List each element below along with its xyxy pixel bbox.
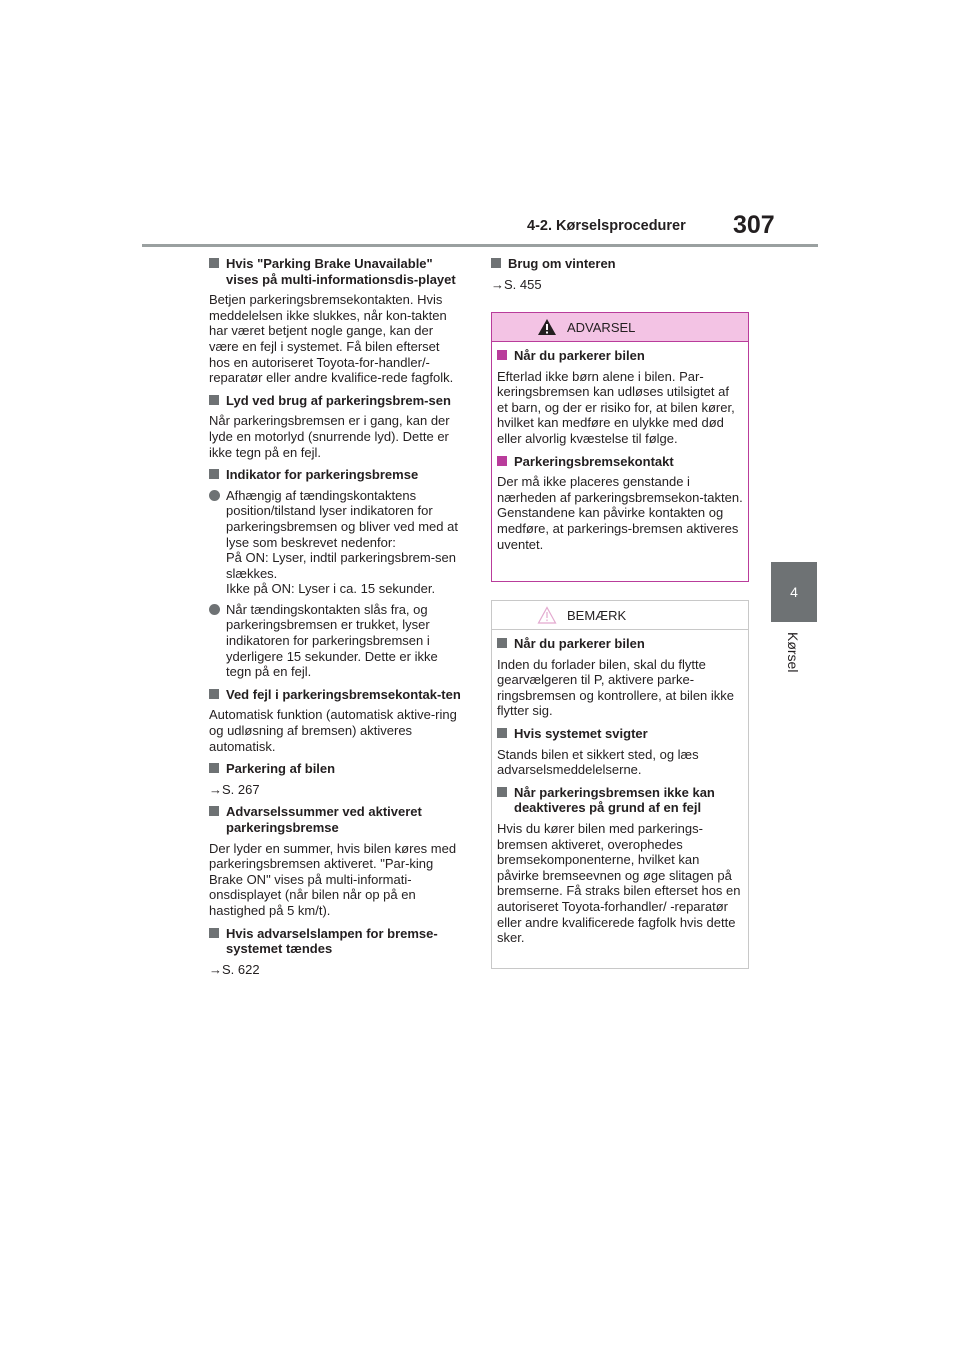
square-bullet-icon <box>209 763 219 773</box>
left-column <box>209 256 464 984</box>
square-bullet-icon <box>497 456 507 466</box>
section-heading: Når du parkerer bilen <box>497 636 743 652</box>
warning-title: ADVARSEL <box>567 319 636 335</box>
square-bullet-icon <box>209 689 219 699</box>
header-rule <box>142 244 818 247</box>
square-bullet-icon <box>497 638 507 648</box>
header-section-title: 4-2. Kørselsprocedurer <box>527 218 686 234</box>
round-bullet-icon <box>209 490 220 501</box>
notice-title: BEMÆRK <box>567 607 627 623</box>
section-heading: Lyd ved brug af parkeringsbrem-sen <box>209 393 464 409</box>
paragraph: Inden du forlader bilen, skal du flytte gearvælgeren til P, aktivere parke-ringsbremsen og kontrollere, at bilen ikke flytter sig. <box>497 656 735 719</box>
section-heading: Ved fejl i parkeringsbremsekontak-ten <box>209 687 464 703</box>
paragraph: Stands bilen et sikkert sted, og læs advarselsmeddelelserne. <box>497 746 699 778</box>
section-heading: Parkering af bilen <box>209 761 464 777</box>
section-heading: Hvis "Parking Brake Unavailable" vises på multi-informationsdis-playet <box>209 256 464 287</box>
paragraph: Der lyder en summer, hvis bilen køres med parkeringsbremsen aktiveret. "Par-king Brake ON" vises på multi-informati-onsdisplayet (når bilen når op på en hastighed på 5 km/t). <box>209 840 457 918</box>
notice-box <box>491 600 749 969</box>
right-arrow-icon: → <box>491 276 504 292</box>
square-bullet-icon <box>497 728 507 738</box>
square-bullet-icon <box>209 469 219 479</box>
right-arrow-icon: → <box>209 781 222 797</box>
paragraph: Der må ikke placeres genstande i nærheden af parkeringsbremsekon-takten. Genstandene kan påvirke kontakten og medføre, at parkerings-bremsen aktiveres uventet. <box>497 474 743 552</box>
square-bullet-icon <box>209 928 219 938</box>
square-bullet-icon <box>209 395 219 405</box>
square-bullet-icon <box>497 787 507 797</box>
section-heading: Indikator for parkeringsbremse <box>209 467 464 483</box>
warning-box <box>491 312 749 582</box>
paragraph: Automatisk funktion (automatisk aktive-ring og udløsning af bremsen) aktiveres automatisk. <box>209 707 457 754</box>
warning-box-header <box>492 313 748 342</box>
square-bullet-icon <box>497 350 507 360</box>
right-column <box>491 256 749 299</box>
chapter-label: Kørsel <box>785 632 801 673</box>
paragraph: Efterlad ikke børn alene i bilen. Par-keringsbremsen kan udløses utilsigtet af et barn, og der er risiko for, at bilen kører, hvilket kan medføre en ulykke med død eller alvorlig kvæstelse til følge. <box>497 368 735 446</box>
notice-box-header <box>492 601 748 630</box>
square-bullet-icon <box>491 258 501 268</box>
caution-outline-triangle-icon <box>537 606 557 624</box>
warning-triangle-icon <box>537 318 557 336</box>
section-heading: Brug om vinteren <box>491 256 749 272</box>
chapter-tab <box>771 562 817 622</box>
paragraph: Betjen parkeringsbremsekontakten. Hvis meddelelsen ikke slukkes, når kon-takten har været betjent nogle gange, kan der være en fejl i systemet. Få bilen efterset hos en autoriseret Toyota-for-handler/-reparatør eller andre kvalifice-rede fagfolk. <box>209 292 454 386</box>
section-heading: Når du parkerer bilen <box>497 348 743 364</box>
section-heading: Når parkeringsbremsen ikke kan deaktiveres på grund af en fejl <box>497 785 743 816</box>
square-bullet-icon <box>209 806 219 816</box>
page-reference[interactable]: →S. 455 <box>491 276 542 292</box>
page-number: 307 <box>733 211 775 239</box>
round-bullet-icon <box>209 604 220 615</box>
chapter-number: 4 <box>790 584 798 600</box>
section-heading: Hvis advarselslampen for bremse-systemet tændes <box>209 926 464 957</box>
list-item: Når tændingskontakten slås fra, og parkeringsbremsen er trukket, lyser indikatoren for parkeringsbremsen i yderligere 15 sekunder. Dette er ikke tegn på en fejl. <box>209 602 464 680</box>
right-arrow-icon: → <box>209 961 222 977</box>
paragraph: Hvis du kører bilen med parkerings-bremsen aktiveret, overophedes bremsekomponenterne, hvilket kan påvirke bremseevnen og øge slitagen på bremserne. Få straks bilen efterset hos en autoriseret Toyota-forhandler/ -reparatør eller andre kvalificerede fagfolk hvis dette sker. <box>497 820 741 946</box>
section-heading: Parkeringsbremsekontakt <box>497 454 743 470</box>
square-bullet-icon <box>209 258 219 268</box>
paragraph: Når parkeringsbremsen er i gang, kan der lyde en motorlyd (snurrende lyd). Dette er ikke tegn på en fejl. <box>209 413 450 460</box>
section-heading: Hvis systemet svigter <box>497 726 743 742</box>
page-reference[interactable]: →S. 267 <box>209 781 260 797</box>
page-reference[interactable]: →S. 622 <box>209 961 260 977</box>
list-item: Afhængig af tændingskontaktens position/tilstand lyser indikatoren for parkeringsbremsen og bliver ved med at lyse som beskrevet nedenfor: På ON: Lyser, indtil parkeringsbrem-sen slækkes. Ikke på ON: Lyser i ca. 15 sekunder. <box>209 488 464 597</box>
section-heading: Advarselssummer ved aktiveret parkeringsbremse <box>209 804 464 835</box>
